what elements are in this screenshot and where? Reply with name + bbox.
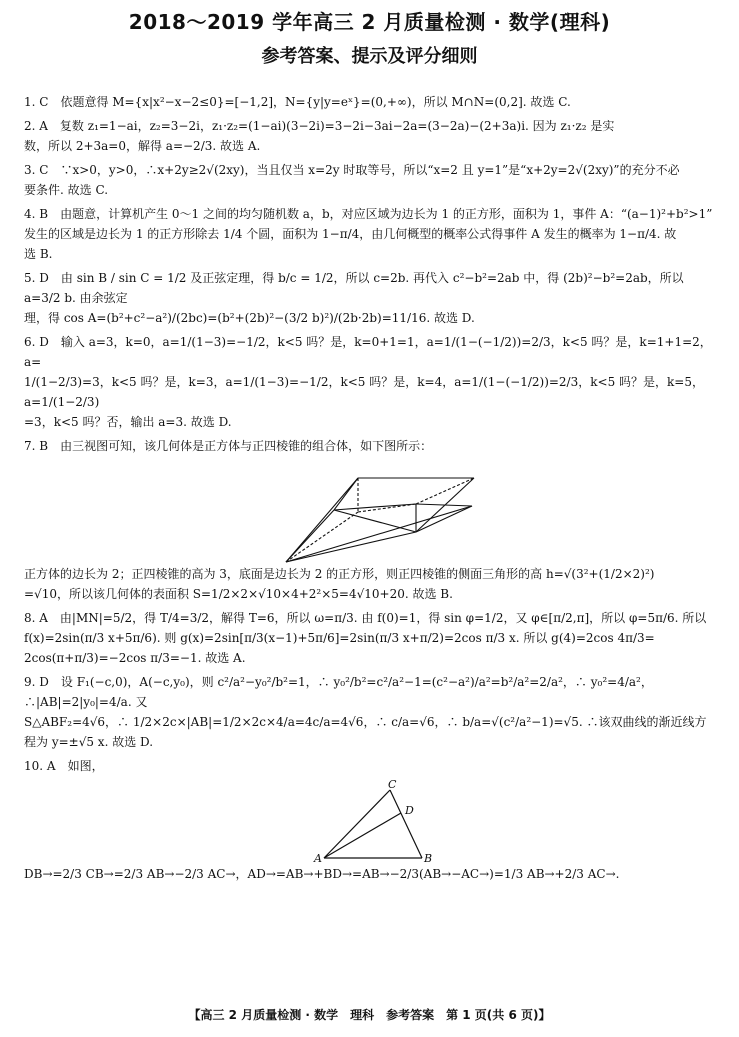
side-ac	[324, 790, 390, 858]
edge	[416, 506, 472, 532]
answer-line: S△ABF₂=4√6，∴ 1/2×2c×|AB|=1/2×2c×4/a=4c/a=4√6，∴ c/a=√6，∴ b/a=√(c²/a²−1)=√5. ∴该双曲线的渐近线方	[24, 715, 707, 729]
figure-10-triangle	[24, 780, 716, 864]
answer-line: 正方体的边长为 2；正四棱锥的高为 3，底面是边长为 2 的正方形，则正四棱锥的侧面三角形的高 h=√(3²+(1/2×2)²)	[24, 567, 655, 581]
page-footer: 【高三 2 月质量检测 · 数学 理科 参考答案 第 1 页(共 6 页)】	[188, 1008, 551, 1022]
answer-line: 选 B.	[24, 247, 53, 261]
answer-line: 2. A 复数 z₁=1−ai，z₂=3−2i，z₁·z₂=(1−ai)(3−2i)=3−2i−3ai−2a=(3−2a)−(2+3a)i. 因为 z₁·z₂ 是实	[24, 119, 615, 133]
hidden-edge	[416, 478, 474, 504]
answer-line: =√10，所以该几何体的表面积 S=1/2×2×√10×4+2²×5=4√10+20. 故选 B.	[24, 587, 453, 601]
answer-line: 发生的区域是边长为 1 的正方形除去 1/4 个圆，面积为 1−π/4，由几何概型的概率公式得事件 A 发生的概率为 1−π/4. 故	[24, 227, 677, 241]
answer-line: 1/(1−2/3)=3，k<5 吗？是，k=3，a=1/(1−3)=−1/2，k<5 吗？是，k=4，a=1/(1−(−1/2))=2/3，k<5 吗？是，k=5，a=1/(1−2/3)	[24, 375, 704, 409]
answer-line: 9. D 设 F₁(−c,0)，A(−c,y₀)，则 c²/a²−y₀²/b²=1，∴ y₀²/b²=c²/a²−1=(c²−a²)/a²=b²/a²=2/a²，∴ y₀²=4/a²，∴|AB|=2|y₀|=4/a. 又	[24, 675, 653, 709]
answer-2	[24, 116, 716, 156]
answer-line: f(x)=2sin(π/3 x+5π/6). 则 g(x)=2sin[π/3(x−1)+5π/6]=2sin(π/3 x+π/2)=2cos π/3 x. 所以 g(4)=2cos 4π/3=	[24, 631, 655, 645]
answer-line: 3. C ∵x>0，y>0，∴x+2y≥2√(2xy)，当且仅当 x=2y 时取等号，所以“x=2 且 y=1”是“x+2y=2√(2xy)”的充分不必	[24, 163, 680, 177]
edge	[286, 506, 472, 562]
answer-line: 数，所以 2+3a=0，解得 a=−2/3. 故选 A.	[24, 139, 261, 153]
answer-line: 6. D 输入 a=3，k=0，a=1/(1−3)=−1/2，k<5 吗？是，k=0+1=1，a=1/(1−(−1/2))=2/3，k<5 吗？是，k=1+1=2，a=	[24, 335, 712, 369]
answer-line: DB→=2/3 CB→=2/3 AB→−2/3 AC→，AD→=AB→+BD→=AB→−2/3(AB→−AC→)=1/3 AB→+2/3 AC→.	[24, 867, 620, 881]
answer-line: 2cos(π+π/3)=−2cos π/3=−1. 故选 A.	[24, 651, 246, 665]
figure-7-solid	[24, 460, 716, 564]
answer-line: =3，k<5 吗？否，输出 a=3. 故选 D.	[24, 415, 232, 429]
answer-content	[24, 92, 716, 888]
answer-line: 理，得 cos A=(b²+c²−a²)/(2bc)=(b²+(2b)²−(3/2 b)²)/(2b·2b)=11/16. 故选 D.	[24, 311, 475, 325]
answer-line: 程为 y=±√5 x. 故选 D.	[24, 735, 154, 749]
page-title: 2018～2019 学年高三 2 月质量检测 · 数学(理科)	[128, 10, 611, 34]
answer-1	[24, 92, 716, 112]
triangle-diagram	[24, 780, 716, 864]
answer-6	[24, 332, 716, 432]
answer-3	[24, 160, 716, 200]
edge	[286, 532, 416, 562]
answer-5	[24, 268, 716, 328]
edge	[286, 478, 358, 562]
answer-10	[24, 756, 716, 776]
label-c: C	[388, 780, 397, 791]
answer-line: 要条件. 故选 C.	[24, 183, 109, 197]
answer-line: 7. B 由三视图可知，该几何体是正方体与正四棱锥的组合体，如下图所示：	[24, 439, 433, 453]
answer-line: 5. D 由 sin B / sin C = 1/2 及正弦定理，得 b/c = 1/2，所以 c=2b. 再代入 c²−b²=2ab 中，得 (2b)²−b²=2ab，所以 a=3/2 b. 由余弦定	[24, 271, 684, 305]
answer-line: 10. A 如图，	[24, 759, 104, 773]
side-cb	[390, 790, 422, 858]
answer-line: 4. B 由题意，计算机产生 0～1 之间的均匀随机数 a，b，对应区域为边长为 1 的正方形，面积为 1，事件 A：“(a−1)²+b²>1”	[24, 207, 713, 221]
answer-line: 8. A 由|MN|=5/2，得 T/4=3/2，解得 T=6，所以 ω=π/3. 由 f(0)=1，得 sin φ=1/2，又 φ∈[π/2,π]，所以 φ=5π/6. 所以	[24, 611, 707, 625]
label-b: B	[424, 852, 433, 864]
label-d: D	[405, 804, 414, 817]
solid-diagram	[24, 460, 716, 564]
answer-7	[24, 436, 716, 456]
answer-4	[24, 204, 716, 264]
answer-9	[24, 672, 716, 752]
edge	[334, 510, 416, 532]
answer-7-continued	[24, 564, 716, 604]
answer-line: 1. C 依题意得 M={x|x²−x−2≤0}=[−1,2]，N={y|y=eˣ}=(0,+∞)，所以 M∩N=(0,2]. 故选 C.	[24, 95, 571, 109]
answer-8	[24, 608, 716, 668]
label-a: A	[314, 852, 322, 864]
page-subtitle: 参考答案、提示及评分细则	[261, 46, 478, 67]
segment-ad	[324, 813, 401, 858]
answer-10-vectors	[24, 864, 716, 884]
